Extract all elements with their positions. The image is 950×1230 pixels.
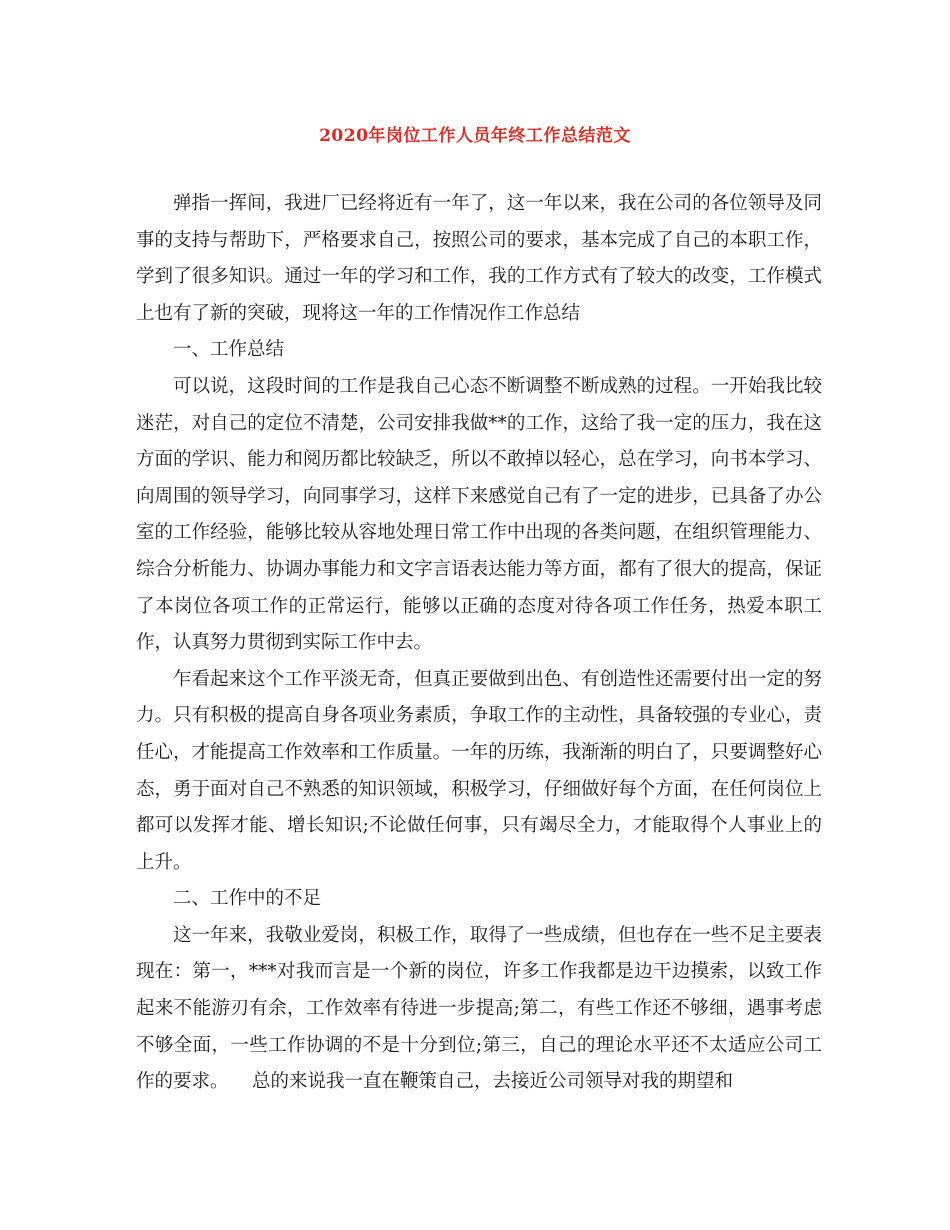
paragraph-work-summary: 可以说，这段时间的工作是我自己心态不断调整不断成熟的过程。一开始我比较迷茫，对自己的定位不清楚，公司安排我做**的工作，这给了我一定的压力，我在这方面的学识、能力和阅历都比较缺乏，所以不敢掉以轻心，总在学习，向书本学习、向周围的领导学习，向同事学习，这样下来感觉自己有了一定的进步，已具备了办公室的工作经验，能够比较从容地处理日常工作中出现的各类问题，在组织管理能力、综合分析能力、协调办事能力和文字言语表达能力等方面，都有了很大的提高，保证了本岗位各项工作的正常运行，能够以正确的态度对待各项工作任务，热爱本职工作，认真努力贯彻到实际工作中去。: [136, 375, 822, 654]
section-heading-work-summary: 一、工作总结: [173, 339, 285, 361]
paragraph-effort: 乍看起来这个工作平淡无奇，但真正要做到出色、有创造性还需要付出一定的努力。只有积极的提高自身各项业务素质，争取工作的主动性，具备较强的专业心，责任心，才能提高工作效率和工作质量。一年的历练，我渐渐的明白了，只要调整好心态，勇于面对自己不熟悉的知识领域，积极学习，仔细做好每个方面，在任何岗位上都可以发挥才能、增长知识;不论做任何事，只有竭尽全力，才能取得个人事业上的上升。: [136, 668, 822, 873]
paragraph-intro: 弹指一挥间，我进厂已经将近有一年了，这一年以来，我在公司的各位领导及同事的支持与帮助下，严格要求自己，按照公司的要求，基本完成了自己的本职工作，学到了很多知识。通过一年的学习和工作，我的工作方式有了较大的改变，工作模式上也有了新的突破，现将这一年的工作情况作工作总结: [136, 193, 822, 324]
paragraph-shortcomings: 这一年来，我敬业爱岗，积极工作，取得了一些成绩，但也存在一些不足主要表现在：第一，***对我而言是一个新的岗位，许多工作我都是边干边摸索，以致工作起来不能游刃有余，工作效率有待进一步提高;第二，有些工作还不够细，遇事考虑不够全面，一些工作协调的不是十分到位;第三，自己的理论水平还不太适应公司工作的要求。 总的来说我一直在鞭策自己，去接近公司领导对我的期望和: [136, 924, 822, 1093]
document-body: [136, 186, 822, 1101]
section-heading-shortcomings: 二、工作中的不足: [173, 888, 322, 910]
document-title: 2020年岗位工作人员年终工作总结范文: [319, 126, 631, 146]
